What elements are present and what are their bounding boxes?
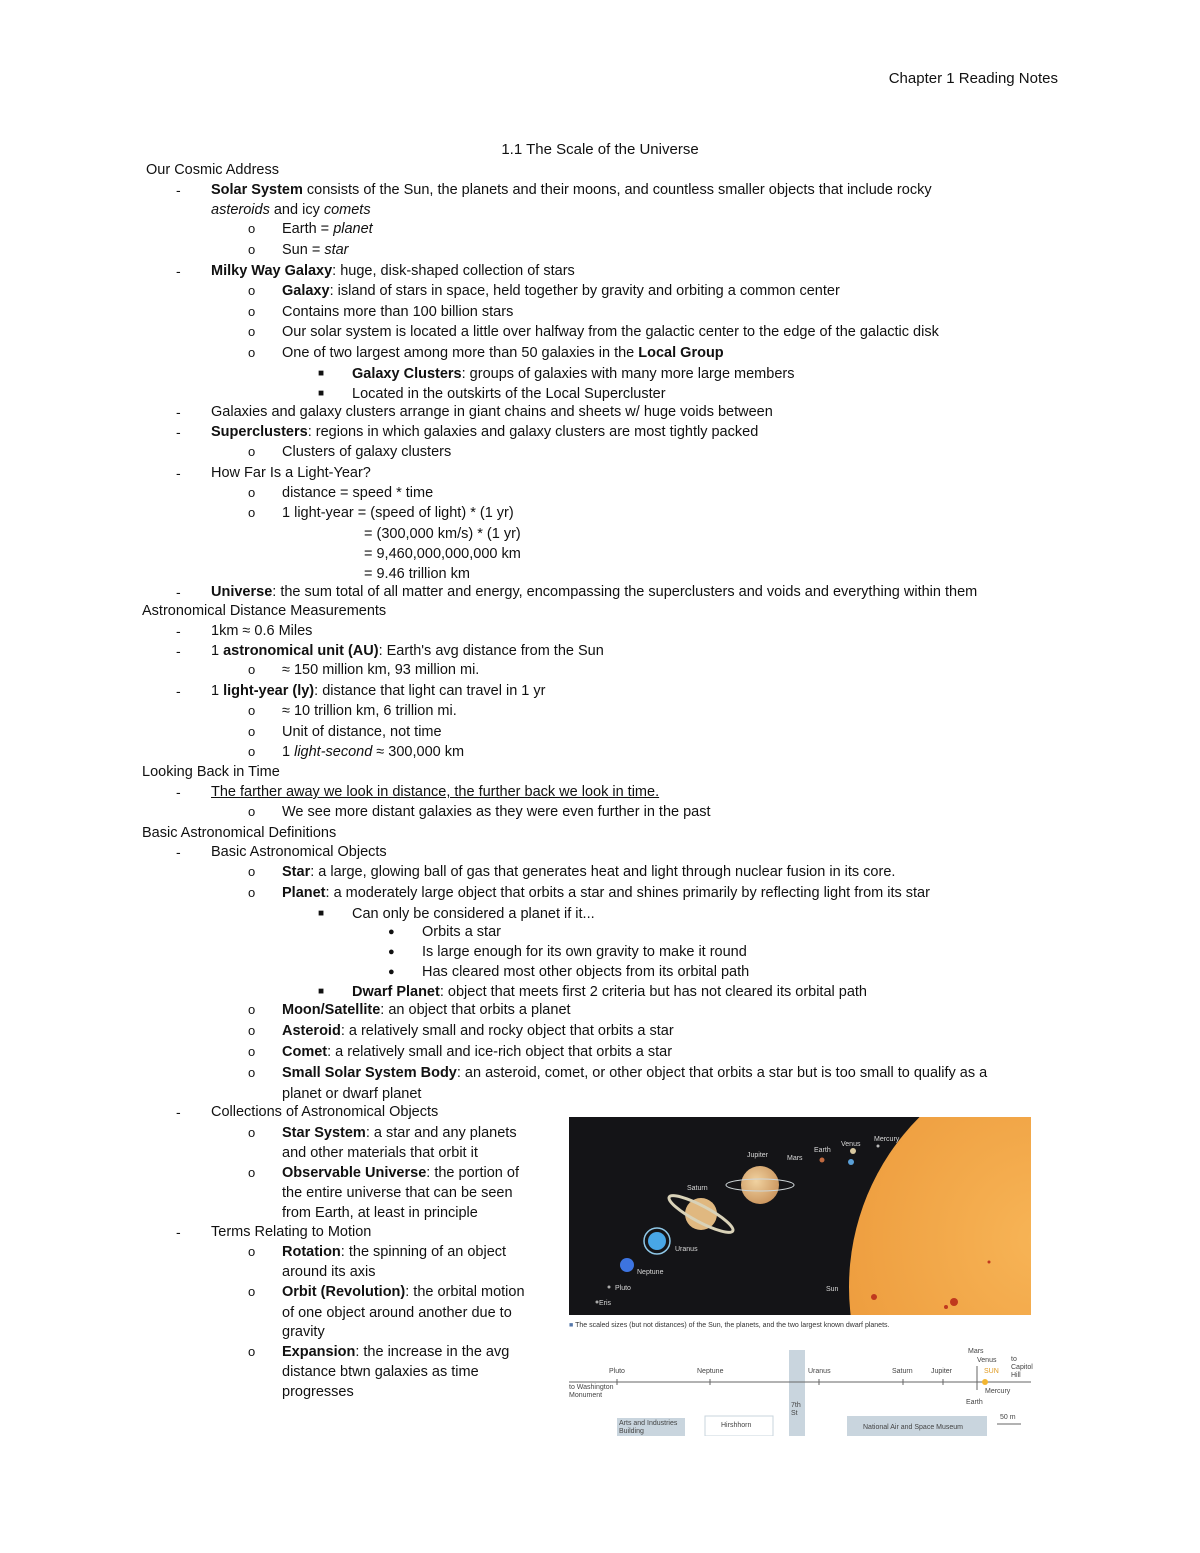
circle-bullet: o — [248, 505, 256, 520]
saturn — [685, 1198, 717, 1230]
scale-label: 50 m — [1000, 1414, 1016, 1421]
venus — [850, 1148, 856, 1154]
venus-mark-label: Venus — [977, 1357, 997, 1364]
square-bullet: ■ — [318, 368, 325, 379]
pluto-mark-label: Pluto — [609, 1368, 625, 1375]
observable-universe-cont: from Earth, at least in principle — [282, 1205, 478, 1221]
expansion-item: Expansion: the increase in the avg — [282, 1344, 510, 1360]
circle-bullet: o — [248, 304, 256, 319]
list-item: 1 light-year = (speed of light) * (1 yr) — [282, 505, 514, 521]
dash-bullet: - — [176, 584, 181, 600]
solar-system-item: Solar System consists of the Sun, the planets and their moons, and countless smaller objects that include rocky — [211, 182, 932, 198]
list-item: Located in the outskirts of the Local Supercluster — [352, 386, 666, 402]
equation-line: = 9,460,000,000,000 km — [364, 546, 521, 562]
light-year-heading: How Far Is a Light-Year? — [211, 465, 371, 481]
list-item: ≈ 150 million km, 93 million mi. — [282, 662, 480, 678]
circle-bullet: o — [248, 724, 256, 739]
mercury-mark-label: Mercury — [985, 1388, 1011, 1395]
page-header: Chapter 1 Reading Notes — [888, 70, 1058, 87]
square-bullet: ■ — [318, 388, 325, 399]
list-item: Basic Astronomical Objects — [211, 844, 387, 860]
circle-bullet: o — [248, 885, 256, 900]
list-item: Clusters of galaxy clusters — [282, 444, 452, 460]
neptune-mark-label: Neptune — [697, 1368, 724, 1375]
neptune — [620, 1258, 634, 1272]
heading-looking-back: Looking Back in Time — [142, 764, 280, 780]
sunspot — [944, 1305, 948, 1309]
dash-bullet: - — [176, 683, 181, 699]
mercury-label: Mercury — [874, 1136, 900, 1143]
sunspot — [950, 1298, 958, 1306]
jupiter-label: Jupiter — [747, 1152, 769, 1159]
circle-bullet: o — [248, 1023, 256, 1038]
observable-universe-cont: the entire universe that can be seen — [282, 1185, 513, 1201]
venus-label: Venus — [841, 1141, 861, 1148]
galaxy-clusters-item: Galaxy Clusters: groups of galaxies with many more large members — [352, 366, 795, 382]
list-item: distance = speed * time — [282, 485, 434, 501]
uranus-mark-label: Uranus — [808, 1368, 831, 1375]
comet-item: Comet: a relatively small and ice-rich object that orbits a star — [282, 1044, 673, 1060]
expansion-item-cont: distance btwn galaxies as time — [282, 1364, 479, 1380]
list-item: Can only be considered a planet if it... — [352, 906, 595, 922]
dash-bullet: - — [176, 465, 181, 481]
small-body-item-cont: planet or dwarf planet — [282, 1086, 422, 1102]
orbit-item-cont: gravity — [282, 1324, 325, 1340]
heading-distance: Astronomical Distance Measurements — [142, 603, 387, 619]
rotation-item: Rotation: the spinning of an object — [282, 1244, 507, 1260]
circle-bullet: o — [248, 485, 256, 500]
air-space-label: National Air and Space Museum — [863, 1424, 963, 1431]
star-system-item: Star System: a star and any planets — [282, 1125, 517, 1141]
galaxy-item: Galaxy: island of stars in space, held together by gravity and orbiting a common center — [282, 283, 840, 299]
dot-bullet: ● — [388, 926, 395, 938]
list-item: We see more distant galaxies as they were even further in the past — [282, 804, 711, 820]
universe-item: Universe: the sum total of all matter and energy, encompassing the superclusters and voids and everything within them — [211, 584, 978, 600]
seventh-st-label: 7th St — [791, 1402, 801, 1417]
circle-bullet: o — [248, 864, 256, 879]
square-bullet: ■ — [318, 908, 325, 919]
orbit-item: Orbit (Revolution): the orbital motion — [282, 1284, 525, 1300]
circle-bullet: o — [248, 283, 256, 298]
list-item: 1km ≈ 0.6 Miles — [211, 623, 313, 639]
star-system-item-cont: and other materials that orbit it — [282, 1145, 478, 1161]
sun-mark-label: SUN — [984, 1368, 999, 1375]
circle-bullet: o — [248, 1284, 256, 1299]
milky-way-item: Milky Way Galaxy: huge, disk-shaped collection of stars — [211, 263, 575, 279]
equation-line: = 9.46 trillion km — [364, 566, 470, 582]
uranus-label: Uranus — [675, 1246, 698, 1253]
list-item: Our solar system is located a little over halfway from the galactic center to the edge of the galactic disk — [282, 324, 939, 340]
dot-bullet: ● — [388, 946, 395, 958]
heading-cosmic-address: Our Cosmic Address — [146, 162, 279, 178]
section-title: 1.1 The Scale of the Universe — [501, 141, 699, 158]
circle-bullet: o — [248, 804, 256, 819]
list-item: ≈ 10 trillion km, 6 trillion mi. — [282, 703, 457, 719]
equation-line: = (300,000 km/s) * (1 yr) — [364, 526, 521, 542]
expansion-item-cont: progresses — [282, 1384, 354, 1400]
pluto-label: Pluto — [615, 1285, 631, 1292]
au-item: 1 astronomical unit (AU): Earth's avg distance from the Sun — [211, 643, 604, 659]
uranus — [648, 1232, 666, 1250]
list-item: Is large enough for its own gravity to make it round — [422, 944, 747, 960]
mercury — [877, 1145, 880, 1148]
circle-bullet: o — [248, 1165, 256, 1180]
arts-label: Arts and Industries Building — [619, 1420, 678, 1435]
dwarf-planet-item: Dwarf Planet: object that meets first 2 criteria but has not cleared its orbital path — [352, 984, 867, 1000]
dash-bullet: - — [176, 424, 181, 440]
sun-disk — [849, 1117, 1031, 1315]
circle-bullet: o — [248, 703, 256, 718]
sunspot — [871, 1294, 877, 1300]
dash-bullet: - — [176, 784, 181, 800]
circle-bullet: o — [248, 662, 256, 677]
mars-mark-label: Mars — [968, 1348, 984, 1355]
solar-system-item-cont: asteroids and icy comets — [211, 202, 371, 218]
dash-bullet: - — [176, 643, 181, 659]
to-washington-label: to Washington Monument — [569, 1384, 614, 1399]
square-bullet: ■ — [318, 986, 325, 997]
list-item: Collections of Astronomical Objects — [211, 1104, 439, 1120]
circle-bullet: o — [248, 1002, 256, 1017]
circle-bullet: o — [248, 1065, 256, 1080]
list-item: Terms Relating to Motion — [211, 1224, 372, 1240]
star-item: Star: a large, glowing ball of gas that generates heat and light through nuclear fusion in its core. — [282, 864, 896, 880]
earth-label: Earth — [814, 1147, 831, 1154]
circle-bullet: o — [248, 1244, 256, 1259]
jupiter — [741, 1166, 779, 1204]
moon-item: Moon/Satellite: an object that orbits a planet — [282, 1002, 571, 1018]
list-item: Orbits a star — [422, 924, 501, 940]
dot-bullet: ● — [388, 966, 395, 978]
circle-bullet: o — [248, 242, 256, 257]
solar-system-figure — [569, 1117, 1031, 1315]
saturn-mark-label: Saturn — [892, 1368, 913, 1375]
dash-bullet: - — [176, 844, 181, 860]
small-body-item: Small Solar System Body: an asteroid, comet, or other object that orbits a star but is too small to qualify as a — [282, 1065, 988, 1081]
dash-bullet: - — [176, 1104, 181, 1120]
dash-bullet: - — [176, 1224, 181, 1240]
light-second-item: 1 light-second ≈ 300,000 km — [282, 744, 465, 760]
circle-bullet: o — [248, 1125, 256, 1140]
eris-label: Eris — [599, 1300, 612, 1307]
earth-item: Earth = planet — [282, 221, 373, 237]
list-item: Contains more than 100 billion stars — [282, 304, 514, 320]
jupiter-mark-label: Jupiter — [931, 1368, 953, 1375]
mars-label: Mars — [787, 1155, 803, 1162]
dash-bullet: - — [176, 182, 181, 198]
sun-label: Sun — [826, 1286, 839, 1293]
figure-caption: ■ The scaled sizes (but not distances) of the Sun, the planets, and the two largest known dwarf planets. — [569, 1322, 890, 1329]
hirshhorn-label: Hirshhorn — [721, 1422, 752, 1429]
dash-bullet: - — [176, 263, 181, 279]
list-item: Galaxies and galaxy clusters arrange in giant chains and sheets w/ huge voids between — [211, 404, 773, 420]
local-group-item: One of two largest among more than 50 galaxies in the Local Group — [282, 345, 724, 361]
heading-definitions: Basic Astronomical Definitions — [142, 825, 337, 841]
to-capitol-label: to Capitol Hill — [1011, 1356, 1033, 1379]
saturn-label: Saturn — [687, 1185, 708, 1192]
list-item: Unit of distance, not time — [282, 724, 442, 740]
observable-universe-item: Observable Universe: the portion of — [282, 1165, 519, 1181]
planet-item: Planet: a moderately large object that orbits a star and shines primarily by reflecting light from its star — [282, 885, 930, 901]
orbit-item-cont: of one object around another due to — [282, 1305, 512, 1321]
sun-marker — [982, 1379, 988, 1385]
ly-item: 1 light-year (ly): distance that light can travel in 1 yr — [211, 683, 546, 699]
seventh-street — [789, 1350, 805, 1436]
underlined-item: The farther away we look in distance, the further back we look in time. — [211, 784, 660, 800]
circle-bullet: o — [248, 1044, 256, 1059]
earth-mark-label: Earth — [966, 1399, 983, 1406]
dash-bullet: - — [176, 623, 181, 639]
solar-system-illustration — [569, 1117, 1031, 1315]
pluto — [608, 1286, 611, 1289]
circle-bullet: o — [248, 744, 256, 759]
sunspot — [988, 1261, 991, 1264]
circle-bullet: o — [248, 1344, 256, 1359]
circle-bullet: o — [248, 221, 256, 236]
circle-bullet: o — [248, 444, 256, 459]
list-item: Has cleared most other objects from its orbital path — [422, 964, 750, 980]
neptune-label: Neptune — [637, 1269, 664, 1276]
asteroid-item: Asteroid: a relatively small and rocky object that orbits a star — [282, 1023, 674, 1039]
circle-bullet: o — [248, 324, 256, 339]
circle-bullet: o — [248, 345, 256, 360]
sun-item: Sun = star — [282, 242, 349, 258]
rotation-item-cont: around its axis — [282, 1264, 376, 1280]
mars — [820, 1158, 825, 1163]
mall-scale-map — [565, 1346, 1035, 1436]
earth — [848, 1159, 854, 1165]
superclusters-item: Superclusters: regions in which galaxies and galaxy clusters are most tightly packed — [211, 424, 759, 440]
dash-bullet: - — [176, 404, 181, 420]
